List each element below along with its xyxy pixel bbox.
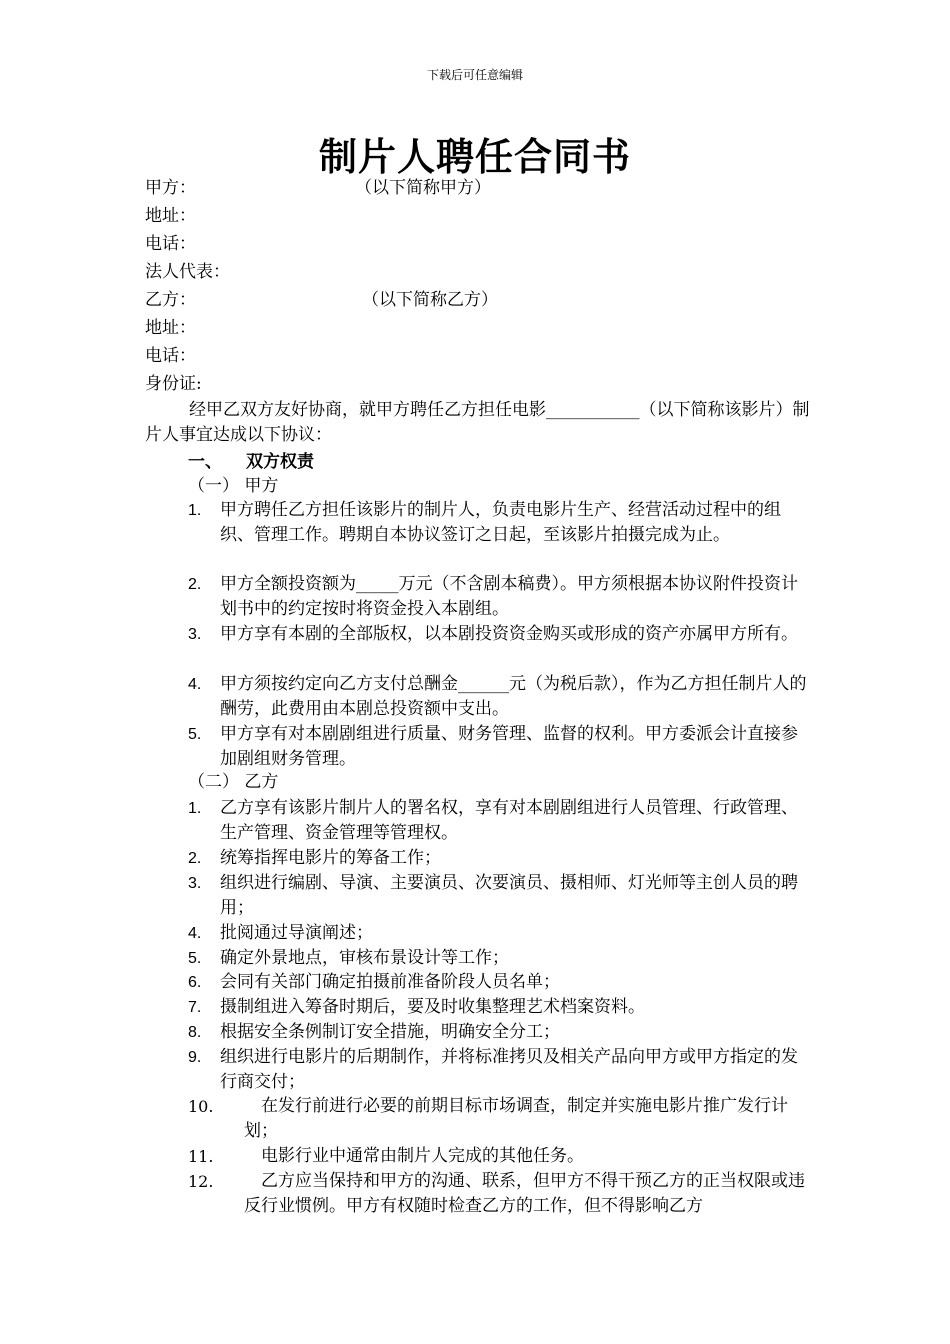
list-item-number: 2. (188, 850, 202, 867)
list-item-text: 甲方享有对本剧剧组进行质量、财务管理、监督的权利。甲方委派会计直接参加剧组财务管理。 (220, 724, 798, 769)
list-item-number: 11. (188, 1147, 214, 1166)
list-item-text: 摄制组进入筹备时期后，要及时收集整理艺术档案资料。 (220, 997, 645, 1017)
list-item-text: 乙方享有该影片制片人的署名权，享有对本剧剧组进行人员管理、行政管理、生产管理、资金管理等管理权。 (220, 798, 798, 843)
party-a-phone: 电话： (145, 234, 196, 254)
list-item-text: 甲方享有本剧的全部版权，以本剧投资资金购买或形成的资产亦属甲方所有。 (220, 624, 798, 644)
subsection-party-a: （一） 甲方 (188, 476, 279, 496)
list-item-number: 10. (188, 1097, 214, 1116)
list-item (188, 498, 810, 548)
list-item (188, 796, 810, 846)
list-item-number: 5. (188, 950, 202, 967)
list-item (188, 1045, 810, 1095)
list-item-text: 组织进行编剧、导演、主要演员、次要演员、摄相师、灯光师等主创人员的聘用； (220, 873, 798, 918)
party-b-address: 地址： (145, 318, 196, 338)
list-item-text: 电影行业中通常由制片人完成的其他任务。 (261, 1146, 584, 1166)
list-item (188, 1020, 810, 1045)
list-item-number: 12. (188, 1172, 214, 1191)
section-title: 双方权责 (246, 452, 314, 472)
list-item (188, 1144, 810, 1169)
list-item (188, 1094, 810, 1144)
list-item-number: 5. (188, 726, 202, 743)
intro-paragraph: 经甲乙双方友好协商，就甲方聘任乙方担任电影___________（以下简称该影片）制片人事宜达成以下协议： (145, 400, 810, 445)
list-item-number: 9. (188, 1049, 202, 1066)
list-item (188, 722, 810, 772)
list-item (188, 846, 810, 871)
party-a-legal-rep: 法人代表： (145, 262, 230, 282)
section-number: 一、 (188, 452, 222, 472)
list-item (188, 672, 810, 722)
list-item (188, 871, 810, 921)
party-a-address: 地址： (145, 206, 196, 226)
list-item (188, 995, 810, 1020)
list-item-text: 在发行前进行必要的前期目标市场调查，制定并实施电影片推广发行计划； (244, 1096, 788, 1141)
list-item-number: 6. (188, 974, 202, 991)
party-a-abbr: （以下简称甲方） (355, 178, 491, 198)
list-item (188, 1169, 810, 1219)
list-item-text: 统筹指挥电影片的筹备工作； (220, 848, 441, 868)
party-b-abbr: （以下简称乙方） (362, 290, 498, 310)
list-item-text: 根据安全条例制订安全措施，明确安全分工； (220, 1022, 560, 1042)
list-item-number: 4. (188, 925, 202, 942)
list-item-number: 1. (188, 502, 202, 519)
list-item (188, 970, 810, 995)
subsection-party-b: （二） 乙方 (188, 772, 279, 792)
list-item-text: 会同有关部门确定拍摄前准备阶段人员名单； (220, 972, 560, 992)
party-b-label: 乙方： (145, 290, 196, 310)
list-item-number: 2. (188, 576, 202, 593)
list-item-text: 甲方聘任乙方担任该影片的制片人，负责电影片生产、经营活动过程中的组织、管理工作。聘期自本协议签订之日起，至该影片拍摄完成为止。 (220, 500, 781, 545)
list-item-text: 组织进行电影片的后期制作，并将标准拷贝及相关产品向甲方或甲方指定的发行商交付； (220, 1047, 798, 1092)
list-item (188, 622, 810, 647)
party-a-label: 甲方： (145, 178, 196, 198)
document-title: 制片人聘任合同书 (318, 134, 631, 179)
list-item-number: 3. (188, 626, 202, 643)
party-b-phone: 电话： (145, 346, 196, 366)
party-b-id-card: 身份证: (145, 374, 202, 394)
list-item-text: 批阅通过导演阐述； (220, 923, 373, 943)
list-item-text: 确定外景地点，审核布景设计等工作； (220, 948, 509, 968)
list-item-number: 1. (188, 800, 202, 817)
list-item-number: 4. (188, 676, 202, 693)
list-item-number: 3. (188, 875, 202, 892)
list-item-number: 8. (188, 1024, 202, 1041)
list-item-text: 甲方全额投资额为_____万元（不含剧本稿费）。甲方须根据本协议附件投资计划书中的约定按时将资金投入本剧组。 (220, 574, 798, 619)
list-item-text: 乙方应当保持和甲方的沟通、联系，但甲方不得干预乙方的正当权限或违反行业惯例。甲方有权随时检查乙方的工作，但不得影响乙方 (244, 1171, 805, 1216)
list-item (188, 572, 810, 622)
header-note: 下载后可任意编辑 (426, 68, 523, 82)
list-item (188, 921, 810, 946)
list-item-text: 甲方须按约定向乙方支付总酬金______元（为税后款），作为乙方担任制片人的酬劳，此费用由本剧总投资额中支出。 (220, 674, 807, 719)
list-item-number: 7. (188, 999, 202, 1016)
list-item (188, 946, 810, 971)
